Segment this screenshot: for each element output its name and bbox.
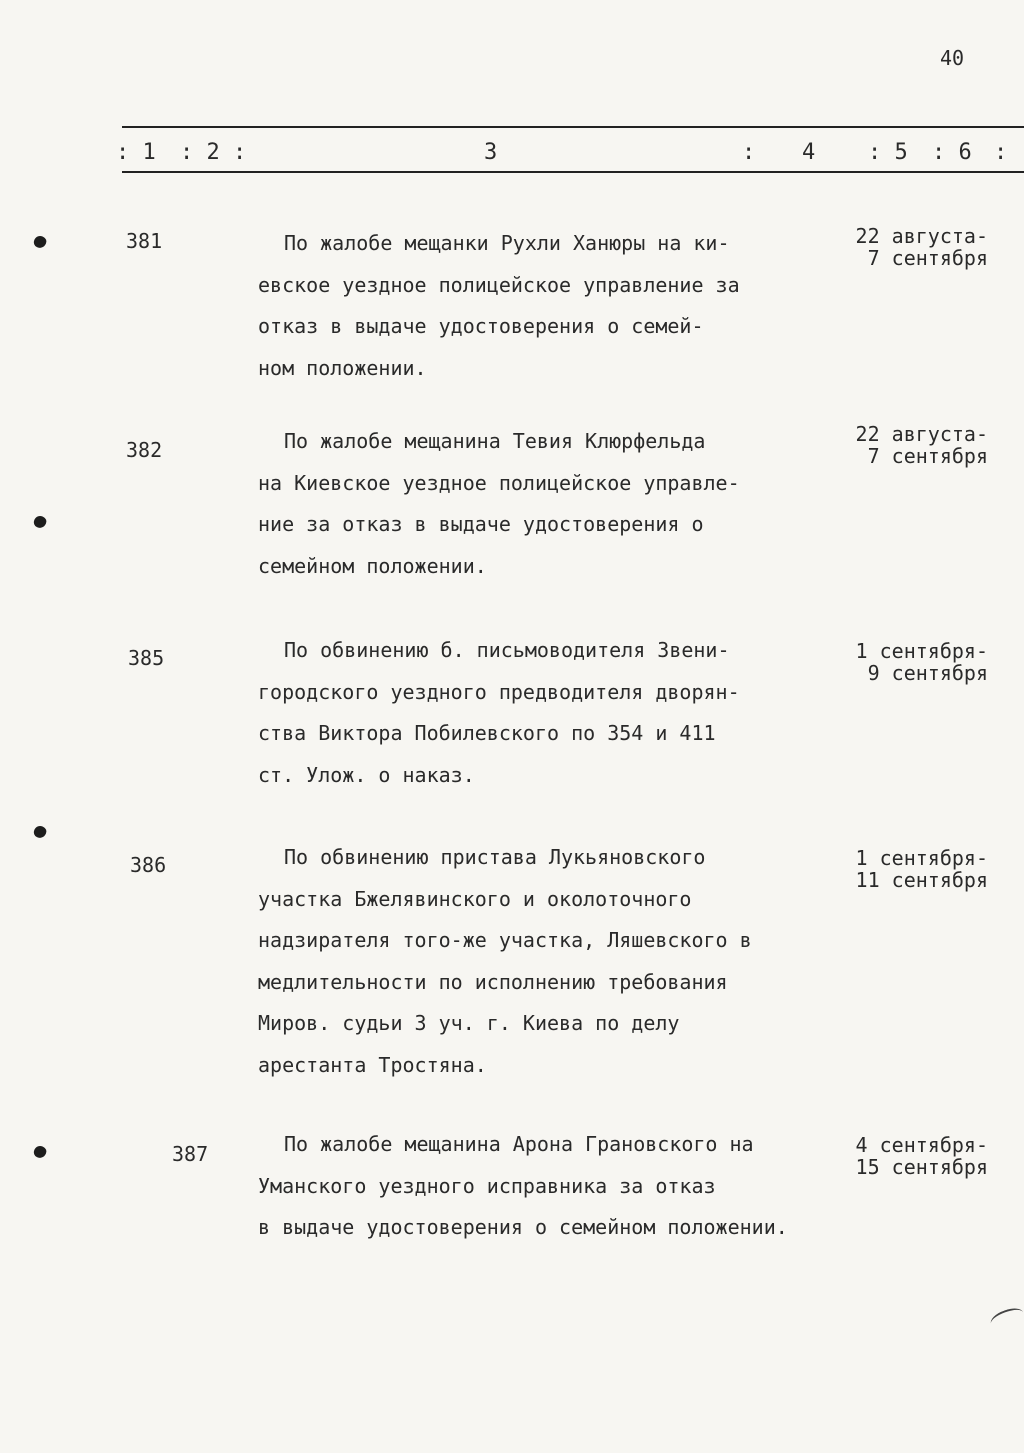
binding-hole-icon [32, 824, 48, 840]
entry-number: 382 [126, 438, 163, 462]
entry-dates: 22 августа- 7 сентября [855, 224, 988, 270]
column-header-5: : 5 [868, 140, 908, 165]
entry-description: По обвинению б. письмоводителя Звени- городского уездного предводителя дворян- ства Виктора Побилевского по 354 и 411 ст. Улож. о наказ. [258, 638, 740, 787]
entry-description: По обвинению пристава Лукьяновского участка Бжелявинского и околоточного надзирателя того-же участка, Ляшевского в медлительности по исполнению требования Миров. судьи 3 уч. г. Киева по делу арестанта Тростяна. [258, 845, 752, 1077]
column-header-separator: : [742, 140, 756, 165]
column-header-3: 3 [484, 140, 498, 165]
column-header-4: 4 [802, 140, 816, 165]
column-header-6: : 6 [932, 140, 972, 165]
entry-number: 381 [126, 229, 163, 253]
page-number: 40 [940, 46, 965, 70]
binding-hole-icon [32, 1144, 48, 1160]
header-rule-bottom [122, 171, 1024, 173]
column-header-1: : 1 [116, 140, 156, 165]
header-rule-top [122, 126, 1024, 128]
entry-dates: 22 августа- 7 сентября [855, 422, 988, 468]
binding-hole-icon [32, 234, 48, 250]
entry-dates: 1 сентября- 9 сентября [855, 639, 988, 685]
entry-number: 387 [172, 1142, 209, 1166]
entry-description: По жалобе мещанки Рухли Ханюры на ки- евское уездное полицейское управление за отказ в выдаче удостоверения о семей- ном положении. [258, 231, 740, 380]
entry-description: По жалобе мещанина Арона Грановского на Уманского уездного исправника за отказ в выдаче удостоверения о семейном положении. [258, 1132, 788, 1239]
entry-dates: 4 сентября- 15 сентября [855, 1133, 988, 1179]
pencil-mark-icon [988, 1305, 1024, 1332]
column-header-end: : [994, 140, 1008, 165]
column-header-2: : 2 : [180, 140, 247, 165]
binding-hole-icon [32, 514, 48, 530]
entry-description: По жалобе мещанина Тевия Клюрфельда на Киевское уездное полицейское управле- ние за отказ в выдаче удостоверения о семейном положении. [258, 429, 740, 578]
entry-dates: 1 сентября- 11 сентября [855, 846, 988, 892]
entry-number: 386 [130, 853, 167, 877]
entry-number: 385 [128, 646, 165, 670]
